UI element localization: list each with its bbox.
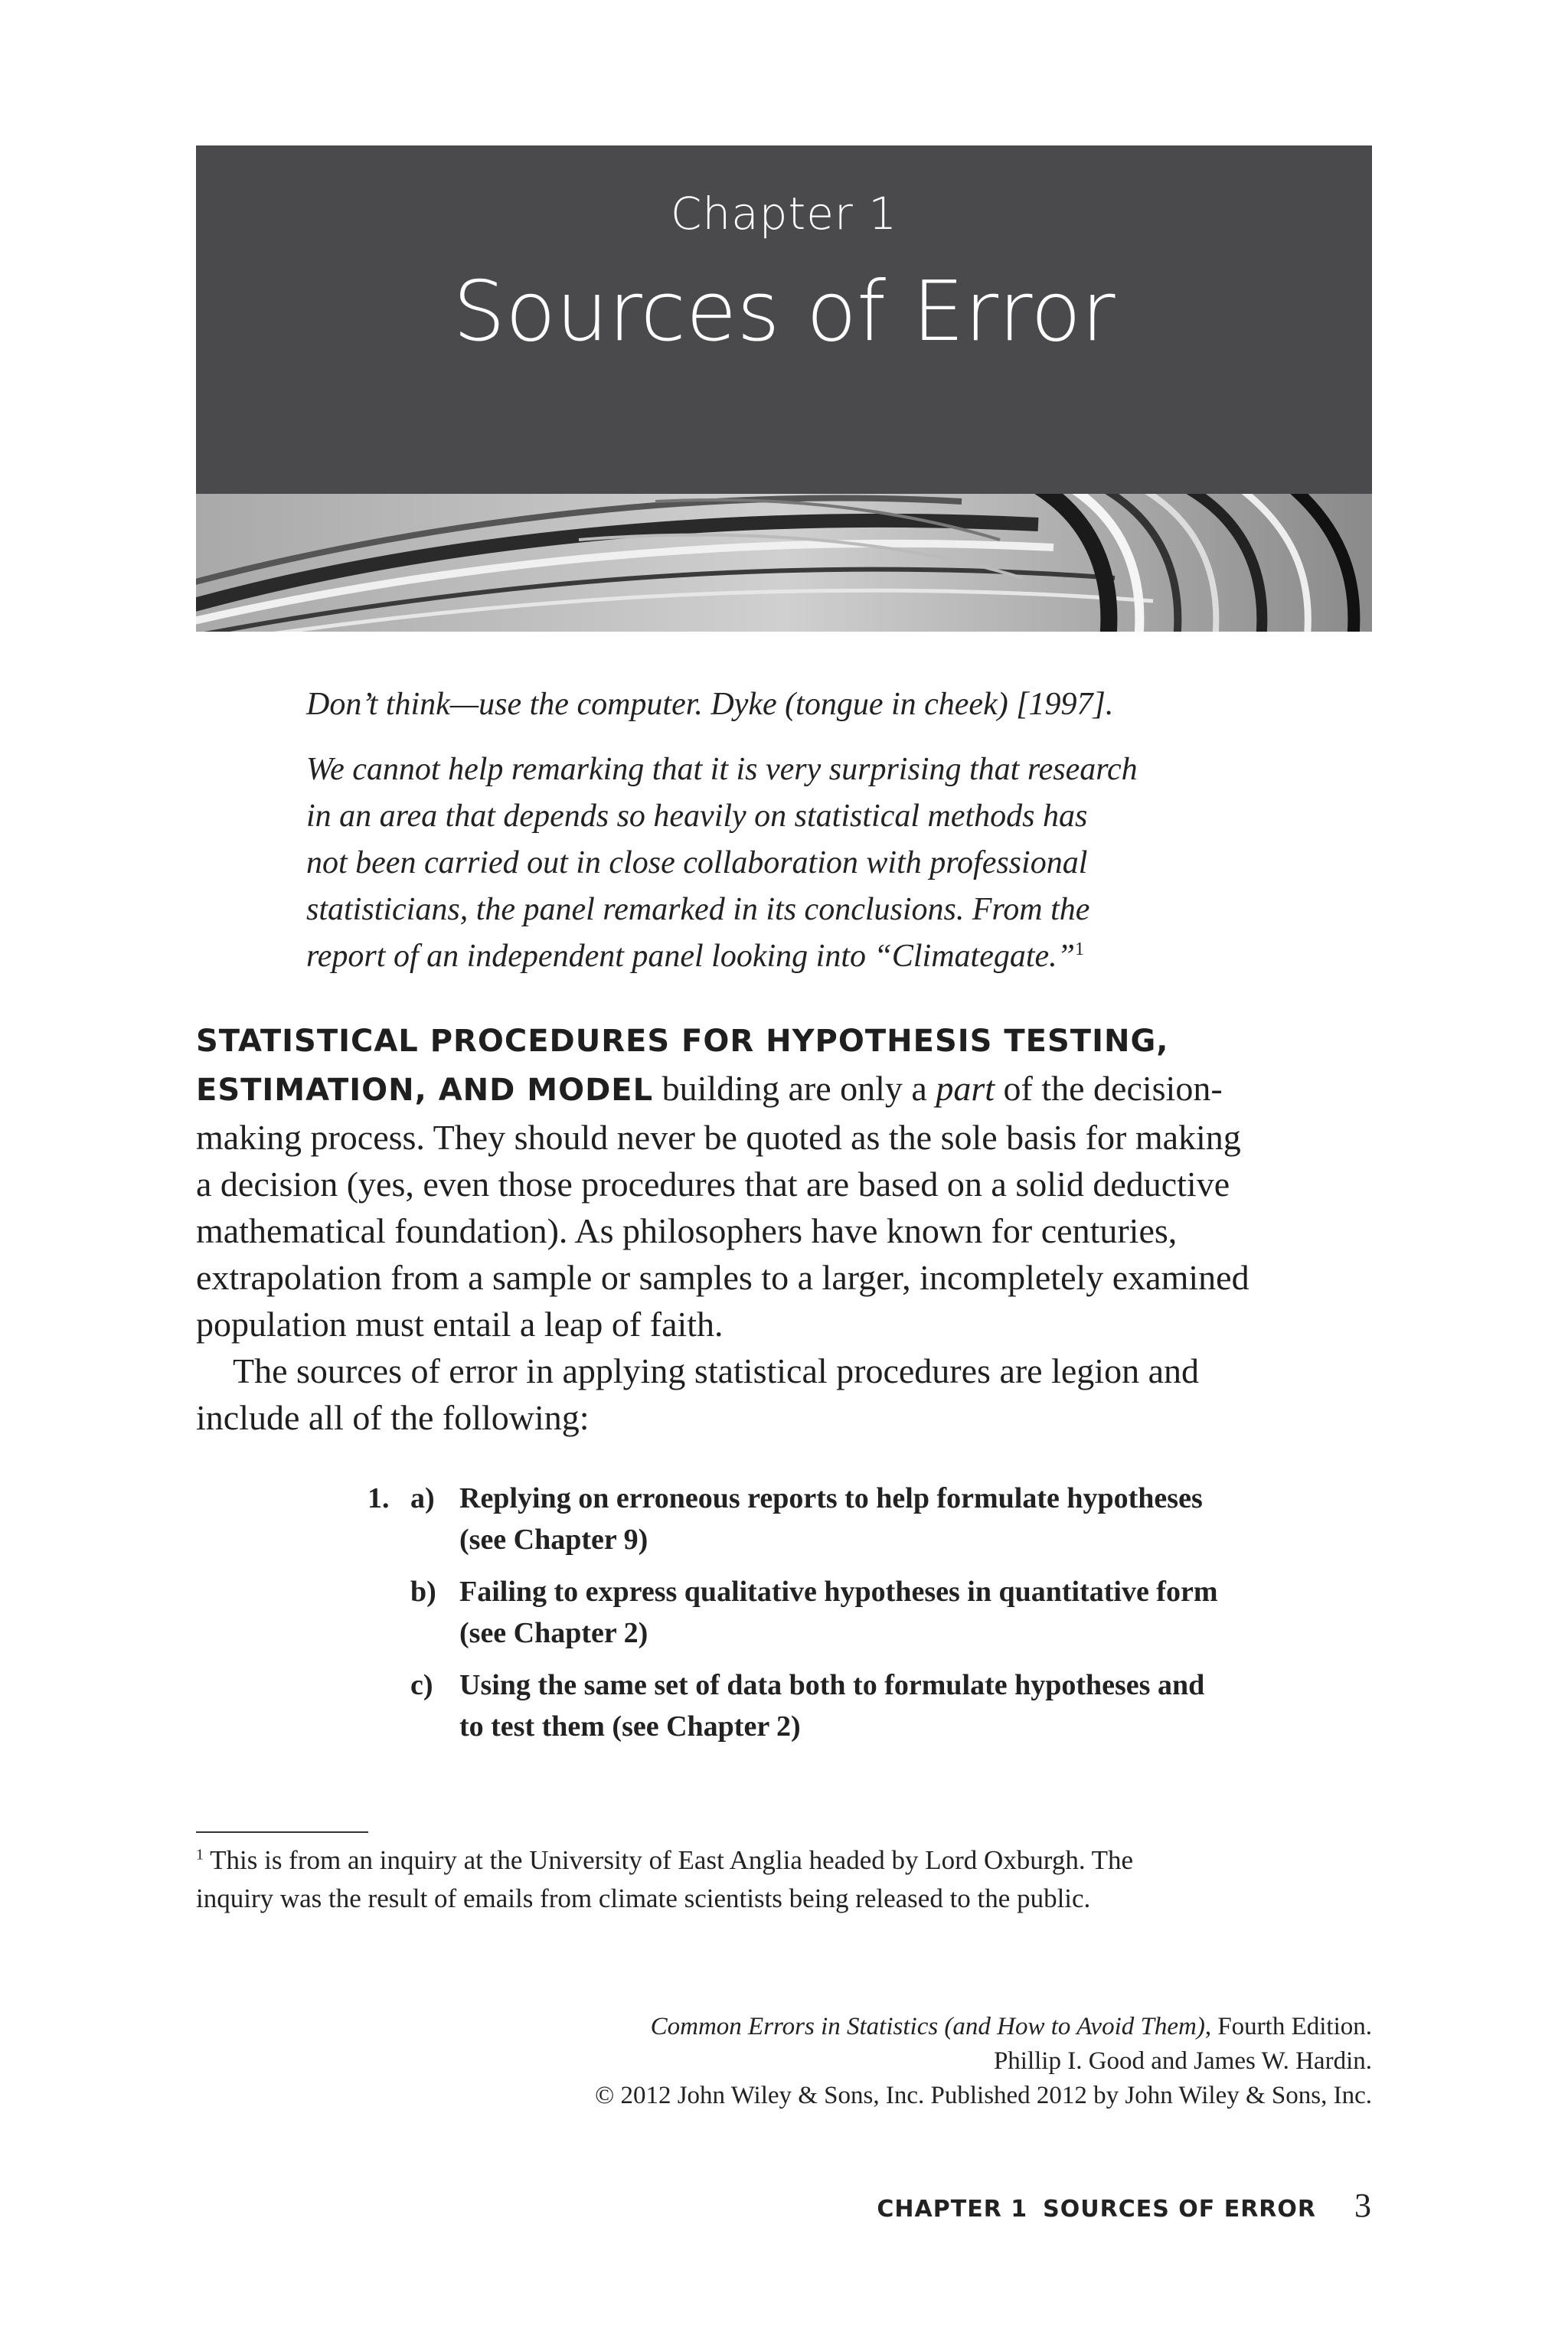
- body-text-span: building are only a: [653, 1069, 936, 1108]
- running-footer: [877, 2186, 1372, 2225]
- body-line: a decision (yes, even those procedures that are based on a solid deductive: [196, 1165, 1230, 1204]
- error-sources-list: [368, 1478, 1378, 1758]
- body-line: extrapolation from a sample or samples to a larger, incompletely examined: [196, 1258, 1250, 1297]
- swirl-pattern: [196, 494, 1372, 632]
- list-item-line: Failing to express qualitative hypotheses in quantitative form: [459, 1576, 1218, 1608]
- footnote-line: inquiry was the result of emails from climate scientists being released to the public.: [196, 1883, 1091, 1913]
- list-item: [368, 1571, 1378, 1654]
- chapter-label: Chapter 1: [670, 188, 898, 240]
- book-edition: , Fourth Edition.: [1204, 2013, 1372, 2040]
- epigraph-line: We cannot help remarking that it is very surprising that research: [306, 752, 1138, 787]
- page-number: 3: [1354, 2187, 1372, 2224]
- publication-credit: [300, 2010, 1372, 2113]
- list-item-line: (see Chapter 9): [459, 1524, 648, 1556]
- list-letter: c): [410, 1669, 433, 1701]
- chapter-title: Sources of Error: [452, 264, 1116, 360]
- epigraph-line: in an area that depends so heavily on statistical methods has: [306, 799, 1088, 834]
- list-item-line: Replying on erroneous reports to help formulate hypotheses: [459, 1482, 1203, 1514]
- epigraph-quote: Don’t think—use the computer. Dyke (tongue in cheek) [1997].: [306, 687, 1114, 722]
- body-line: The sources of error in applying statistical procedures are legion and: [233, 1351, 1199, 1390]
- book-title: Common Errors in Statistics (and How to Avoid Them): [650, 2013, 1205, 2040]
- footnote-marker: 1: [1075, 939, 1085, 959]
- epigraphs: [306, 681, 1286, 980]
- footnote-line: [196, 1841, 1375, 1880]
- footer-chapter: CHAPTER 1: [877, 2196, 1028, 2223]
- list-item-line: Using the same set of data both to formulate hypotheses and: [459, 1669, 1205, 1701]
- list-letter: a): [410, 1482, 435, 1514]
- emphasis-text: part: [936, 1069, 995, 1108]
- epigraph-line: not been carried out in close collaboration with professional: [306, 845, 1088, 880]
- list-item: [368, 1664, 1378, 1747]
- epigraph-line-text: report of an independent panel looking into “Climategate.”: [306, 939, 1076, 974]
- body-text: [196, 1018, 1375, 1441]
- footer-title: SOURCES OF ERROR: [1043, 2196, 1316, 2223]
- credit-copyright: © 2012 John Wiley & Sons, Inc. Published 2012 by John Wiley & Sons, Inc.: [595, 2082, 1372, 2109]
- body-line: population must entail a leap of faith.: [196, 1305, 724, 1344]
- body-line: making process. They should never be quoted as the sole basis for making: [196, 1118, 1241, 1157]
- body-text-span: of the decision-: [995, 1069, 1223, 1108]
- epigraph-line: [306, 933, 1286, 980]
- list-item-line: (see Chapter 2): [459, 1617, 648, 1649]
- body-line: mathematical foundation). As philosophers have known for centuries,: [196, 1211, 1178, 1250]
- footnote: [196, 1841, 1375, 1918]
- lead-in-smallcaps: STATISTICAL PROCEDURES FOR HYPOTHESIS TESTING,: [196, 1024, 1169, 1059]
- body-line: include all of the following:: [196, 1398, 590, 1437]
- credit-line: [300, 2010, 1372, 2044]
- list-number: 1.: [368, 1482, 390, 1514]
- footnote-marker: 1: [196, 1846, 204, 1864]
- footnote-text: This is from an inquiry at the University of East Anglia headed by Lord Oxburgh. The: [204, 1845, 1134, 1875]
- footnote-divider: [196, 1831, 368, 1833]
- body-line: [196, 1065, 1375, 1114]
- lead-in-smallcaps: ESTIMATION, AND MODEL: [196, 1073, 654, 1108]
- list-letter: b): [410, 1576, 436, 1608]
- list-item-line: to test them (see Chapter 2): [459, 1710, 801, 1743]
- epigraph-quote: [306, 746, 1286, 980]
- list-item: [368, 1478, 1378, 1560]
- credit-authors: Phillip I. Good and James W. Hardin.: [993, 2047, 1372, 2075]
- chapter-header: [196, 145, 1372, 494]
- epigraph-line: statisticians, the panel remarked in its conclusions. From the: [306, 892, 1090, 927]
- decorative-banner-image: [196, 494, 1372, 632]
